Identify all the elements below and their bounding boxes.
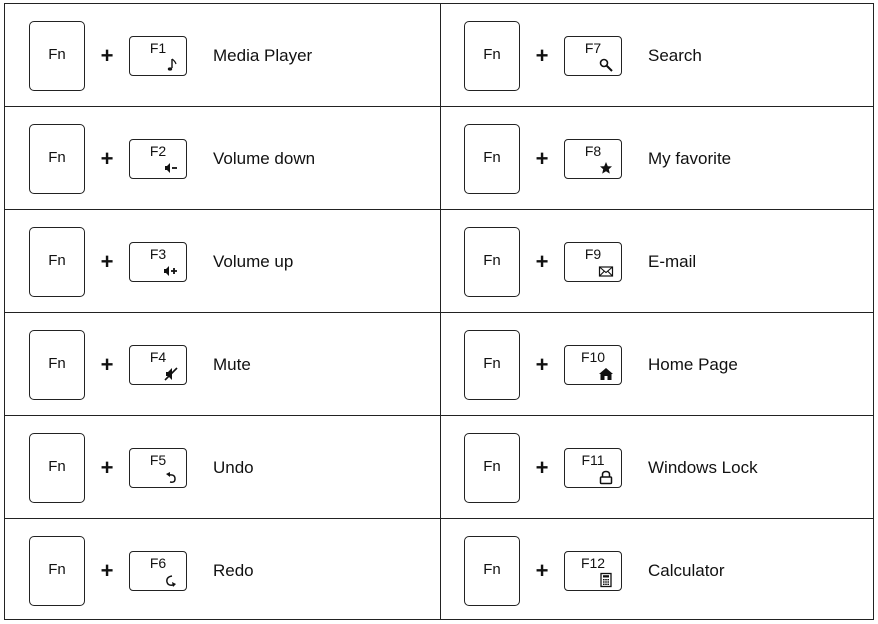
shortcut-row bbox=[464, 107, 731, 210]
plus-sign: + bbox=[100, 351, 114, 377]
function-key bbox=[129, 242, 187, 282]
fn-key-label: Fn bbox=[483, 354, 501, 372]
shortcut-row bbox=[29, 107, 315, 210]
function-key-label: F10 bbox=[580, 348, 606, 365]
function-key bbox=[564, 242, 622, 282]
undo-icon bbox=[163, 469, 179, 485]
function-key-label: F7 bbox=[584, 39, 602, 56]
music-note-icon bbox=[163, 57, 179, 73]
star-icon bbox=[598, 160, 614, 176]
shortcut-row bbox=[464, 4, 702, 107]
fn-key bbox=[29, 330, 85, 400]
function-key-label: F4 bbox=[149, 348, 167, 365]
fn-key-label: Fn bbox=[48, 251, 66, 269]
shortcut-row bbox=[464, 519, 725, 622]
fn-key bbox=[464, 124, 520, 194]
plus-sign: + bbox=[535, 454, 549, 480]
function-key bbox=[564, 551, 622, 591]
envelope-icon bbox=[598, 263, 614, 279]
fn-key-label: Fn bbox=[483, 251, 501, 269]
shortcut-action-label: Media Player bbox=[213, 45, 313, 65]
fn-key bbox=[464, 433, 520, 503]
function-key-label: F5 bbox=[149, 451, 167, 468]
plus-sign: + bbox=[535, 351, 549, 377]
function-key bbox=[564, 345, 622, 385]
shortcut-action-label: Undo bbox=[213, 457, 254, 477]
shortcut-action-label: Home Page bbox=[648, 354, 738, 374]
plus-sign: + bbox=[535, 557, 549, 583]
fn-key bbox=[464, 21, 520, 91]
function-key-label: F6 bbox=[149, 554, 167, 571]
redo-icon bbox=[163, 572, 179, 588]
fn-key bbox=[29, 227, 85, 297]
function-key bbox=[129, 139, 187, 179]
plus-sign: + bbox=[100, 557, 114, 583]
function-key-label: F2 bbox=[149, 142, 167, 159]
plus-sign: + bbox=[100, 454, 114, 480]
plus-sign: + bbox=[100, 248, 114, 274]
mute-icon bbox=[163, 366, 179, 382]
lock-icon bbox=[598, 469, 614, 485]
function-key bbox=[564, 448, 622, 488]
shortcut-row bbox=[29, 313, 251, 416]
plus-sign: + bbox=[100, 42, 114, 68]
plus-sign: + bbox=[535, 248, 549, 274]
shortcut-action-label: Volume up bbox=[213, 251, 294, 271]
volume-up-icon bbox=[163, 263, 179, 279]
function-key-label: F3 bbox=[149, 245, 167, 262]
function-key bbox=[564, 139, 622, 179]
shortcut-table bbox=[4, 3, 874, 620]
fn-key-label: Fn bbox=[48, 45, 66, 63]
function-key bbox=[129, 448, 187, 488]
fn-key bbox=[464, 227, 520, 297]
fn-key-label: Fn bbox=[48, 560, 66, 578]
calculator-icon bbox=[598, 572, 614, 588]
function-key-label: F11 bbox=[581, 451, 605, 468]
fn-key-label: Fn bbox=[48, 457, 66, 475]
fn-key-label: Fn bbox=[483, 560, 501, 578]
plus-sign: + bbox=[535, 42, 549, 68]
shortcut-row bbox=[29, 4, 312, 107]
function-key-label: F8 bbox=[584, 142, 602, 159]
function-key-label: F12 bbox=[580, 554, 606, 571]
search-icon bbox=[598, 57, 614, 73]
shortcut-action-label: Windows Lock bbox=[648, 457, 758, 477]
function-key bbox=[129, 36, 187, 76]
function-key bbox=[129, 345, 187, 385]
function-key bbox=[564, 36, 622, 76]
shortcut-action-label: My favorite bbox=[648, 148, 732, 168]
fn-key bbox=[464, 330, 520, 400]
fn-key-label: Fn bbox=[48, 148, 66, 166]
fn-key bbox=[29, 124, 85, 194]
fn-key-label: Fn bbox=[483, 45, 501, 63]
shortcut-row bbox=[464, 210, 696, 313]
fn-key bbox=[29, 21, 85, 91]
plus-sign: + bbox=[100, 145, 114, 171]
volume-down-icon bbox=[163, 160, 179, 176]
home-icon bbox=[598, 366, 614, 382]
shortcut-action-label: Mute bbox=[213, 354, 251, 374]
shortcut-row bbox=[29, 416, 254, 519]
shortcut-row bbox=[29, 519, 254, 622]
shortcut-action-label: E-mail bbox=[648, 251, 697, 271]
shortcut-row bbox=[29, 210, 293, 313]
fn-key-label: Fn bbox=[483, 148, 501, 166]
fn-key bbox=[464, 536, 520, 606]
shortcut-action-label: Redo bbox=[213, 560, 254, 580]
function-key bbox=[129, 551, 187, 591]
shortcut-action-label: Search bbox=[648, 45, 702, 65]
function-key-label: F1 bbox=[149, 39, 167, 56]
fn-key bbox=[29, 433, 85, 503]
shortcut-action-label: Calculator bbox=[648, 560, 725, 580]
shortcut-row bbox=[464, 416, 758, 519]
shortcut-row bbox=[464, 313, 738, 416]
fn-key bbox=[29, 536, 85, 606]
plus-sign: + bbox=[535, 145, 549, 171]
fn-key-label: Fn bbox=[48, 354, 66, 372]
function-key-label: F9 bbox=[584, 245, 602, 262]
shortcut-action-label: Volume down bbox=[213, 148, 316, 168]
fn-key-label: Fn bbox=[483, 457, 501, 475]
